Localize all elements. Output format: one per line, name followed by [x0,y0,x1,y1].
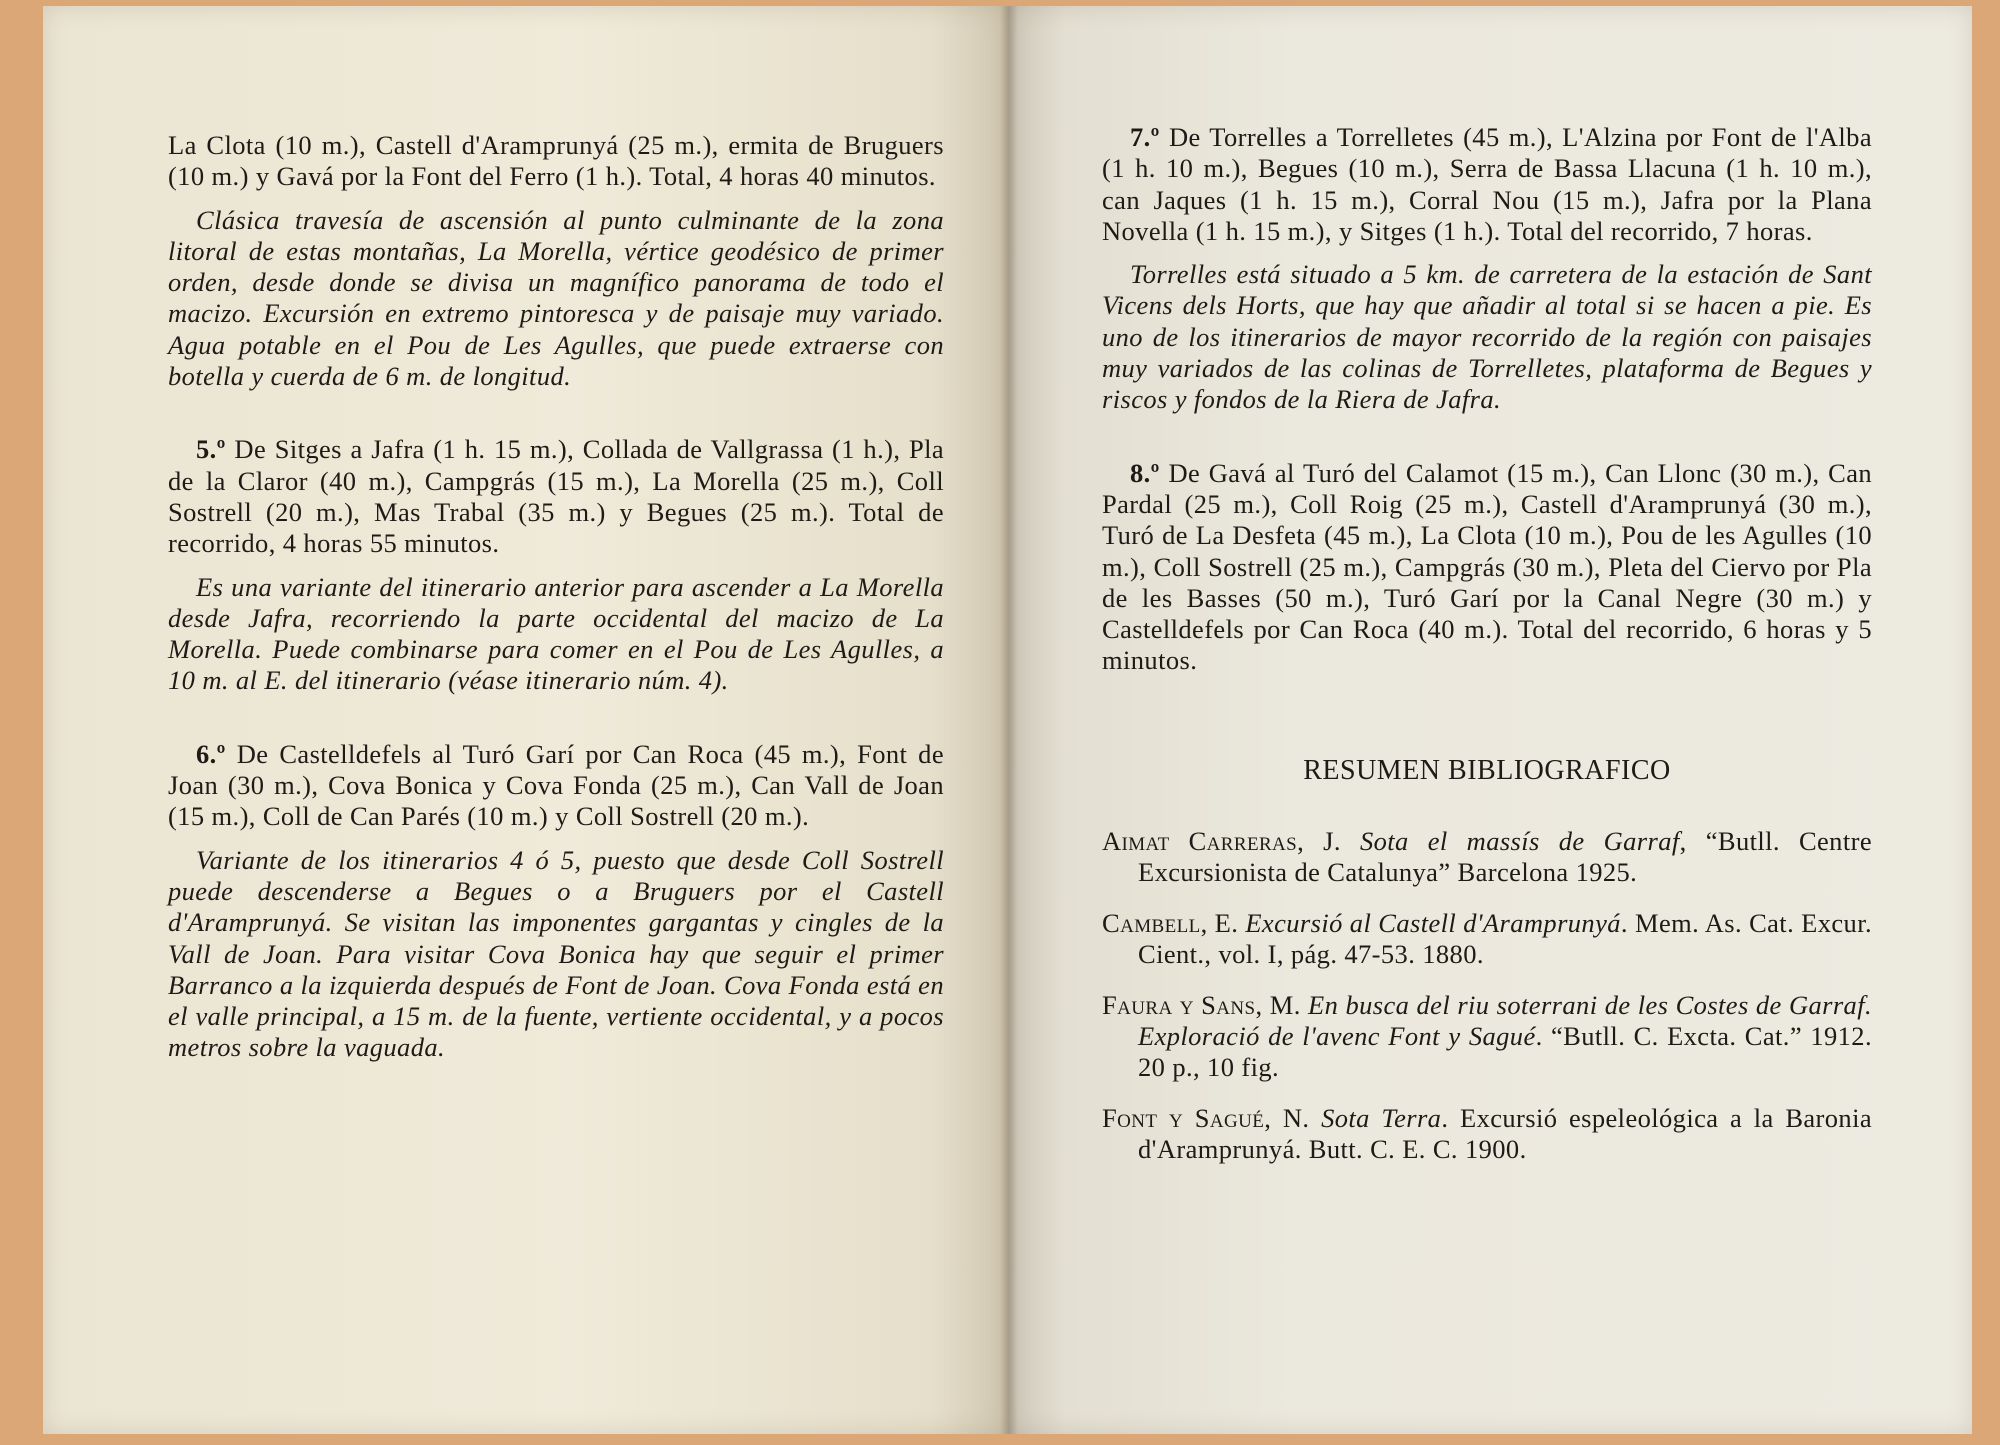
itinerary-text: De Castelldefels al Turó Garí por Can Roca (45 m.), Font de Joan (30 m.), Cova Bonica y Cova Fonda (25 m.), Can Vall de Joan (15 m.), Coll de Can Parés (10 m.) y Coll Sostrell (20 m.). [168,738,944,832]
left-page [43,6,1008,1434]
bib-details: . Mem. As. Cat. Excur. Cient., vol. I, pág. 47-53. 1880. [1138,908,1872,970]
bib-details: , “Butll. Centre Excursionista de Catalunya” Barcelona 1925. [1138,826,1872,888]
itinerary-number: 6.º [196,738,226,769]
itinerary-text: De Gavá al Turó del Calamot (15 m.), Can Llonc (30 m.), Can Pardal (25 m.), Coll Roig (25 m.), Castell d'Aramprunyá (30 m.), Turó de La Desfeta (45 m.), La Clota (10 m.), Pou de les Agulles (10 m.), Coll Sostrell (25 m.), Campgrás (30 m.), Pleta del Ciervo por Pla de les Basses (50 m.), Turó Garí por la Canal Negre (30 m.) y Castelldefels por Can Roca (40 m.). Total del recorrido, 6 horas y 5 minutos. [1102,457,1872,676]
bib-author-initial: , M. [1255,990,1308,1021]
bib-title: Excursió al Castell d'Aramprunyá [1245,908,1621,939]
left-text-column [168,130,944,1064]
bibliography-entry [1102,908,1872,970]
bib-title: Sota Terra [1321,1103,1442,1134]
bib-author: Aimat Carreras [1102,826,1298,857]
itinerary-text: De Torrelles a Torrelletes (45 m.), L'Alzina por Font de l'Alba (1 h. 10 m.), Begues (10 m.), Serra de Bassa Llacuna (1 h. 10 m.), can Jaques (1 h. 15 m.), Corral Nou (15 m.), Jafra por la Plana Novella (1 h. 15 m.), y Sitges (1 h.). Total del recorrido, 7 horas. [1102,122,1872,246]
itinerary-number: 5.º [196,434,226,465]
itinerary-number: 8.º [1130,457,1160,488]
itinerary-7 [1102,122,1872,247]
itinerary-text: De Sitges a Jafra (1 h. 15 m.), Collada de Vallgrassa (1 h.), Pla de la Claror (40 m.), Campgrás (15 m.), La Morella (25 m.), Coll Sostrell (20 m.), Mas Trabal (35 m.) y Begues (25 m.). Total de recorrido, 4 horas 55 minutos. [168,434,945,559]
bib-author-initial: , N. [1264,1103,1322,1134]
bibliography-list [1102,826,1872,1165]
paragraph: La Clota (10 m.), Castell d'Aramprunyá (25 m.), ermita de Bruguers (10 m.) y Gavá por la Font del Ferro (1 h.). Total, 4 horas 40 minutos. [168,130,944,192]
itinerary-5 [168,434,944,559]
book-gutter [1000,6,1018,1434]
bib-author-initial: , J. [1297,826,1360,857]
bib-author: Faura y Sans [1102,990,1256,1021]
bibliography-entry [1102,826,1872,888]
bib-author: Cambell [1102,908,1201,939]
bibliography-entry [1102,990,1872,1083]
itinerary-number: 7.º [1130,122,1160,152]
itinerary-5-note: Es una variante del itinerario anterior para ascender a La Morella desde Jafra, recorriendo la parte occidental del macizo de La Morella. Puede combinarse para comer en el Pou de Les Agulles, a 10 m. al E. del itinerario (véase itinerario núm. 4). [168,571,944,696]
bib-title: En busca del riu soterrani de les Costes de Garraf. Exploració de l'avenc Font y Sagué [1138,990,1872,1052]
bib-author-initial: , E. [1200,908,1246,939]
right-page [1008,6,1972,1434]
itinerary-6 [168,739,944,833]
bib-details: . Excursió espeleológica a la Baronia d'Aramprunyá. Butt. C. E. C. 1900. [1138,1103,1873,1165]
bibliography-entry [1102,1103,1872,1165]
right-text-column [1102,122,1872,1185]
itinerary-7-note: Torrelles está situado a 5 km. de carretera de la estación de Sant Vicens dels Horts, que hay que añadir al total si se hacen a pie. Es uno de los itinerarios de mayor recorrido de la región con paisajes muy variados de las colinas de Torrelletes, plataforma de Begues y riscos y fondos de la Riera de Jafra. [1102,259,1872,415]
bibliography-heading: RESUMEN BIBLIOGRAFICO [1303,754,1671,786]
description-paragraph: Clásica travesía de ascensión al punto culminante de la zona litoral de estas montañas, La Morella, vértice geodésico de primer orden, desde donde se divisa un magnífico panorama de todo el macizo. Excursión en extremo pintoresca y de paisaje muy variado. Agua potable en el Pou de Les Agulles, que puede extraerse con botella y cuerda de 6 m. de longitud. [168,204,944,392]
bib-author: Font y Sagué [1102,1103,1265,1134]
bib-details: . “Butll. C. Excta. Cat.” 1912. 20 p., 10 fig. [1138,1021,1872,1083]
itinerary-6-note: Variante de los itinerarios 4 ó 5, puesto que desde Coll Sostrell puede descenderse a Begues o a Bruguers por el Castell d'Aramprunyá. Se visitan las imponentes gargantas y cingles de la Vall de Joan. Para visitar Cova Bonica hay que seguir el primer Barranco a la izquierda después de Font de Joan. Cova Fonda está en el valle principal, a 15 m. de la fuente, vertiente occidental, y a pocos metros sobre la vaguada. [168,844,944,1063]
itinerary-8 [1102,458,1872,677]
bib-title: Sota el massís de Garraf [1359,826,1680,857]
